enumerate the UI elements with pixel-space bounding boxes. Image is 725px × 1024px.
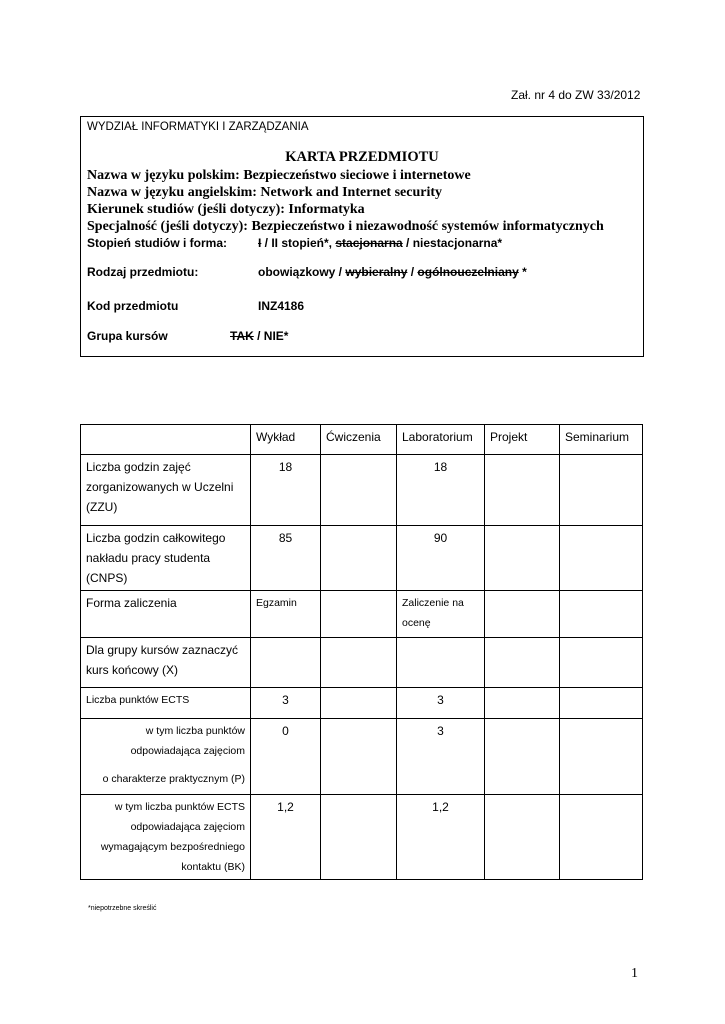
table-cell: 18 — [397, 455, 485, 526]
table-cell: Zaliczenie na ocenę — [397, 591, 485, 638]
table-cell: 3 — [397, 719, 485, 795]
table-cell: 0 — [251, 719, 321, 795]
table-cell — [485, 591, 560, 638]
course-code-value: INZ4186 — [258, 299, 305, 313]
degree-middle: / II stopień*, — [261, 236, 336, 250]
course-name-pl: Nazwa w języku polskim: Bezpieczeństwo sieciowe i internetowe — [87, 168, 471, 183]
table-cell — [485, 795, 560, 880]
degree-end: / niestacjonarna* — [402, 236, 503, 250]
table-cell — [485, 638, 560, 688]
table-cell — [560, 719, 643, 795]
field-of-study: Kierunek studiów (jeśli dotyczy): Informatyka — [87, 202, 365, 217]
type-struck-elective: wybieralny — [345, 265, 408, 279]
course-header-box — [80, 116, 644, 357]
header-cell-lecture: Wykład — [251, 425, 321, 455]
degree-struck-first: I — [258, 236, 262, 250]
course-name-en: Nazwa w języku angielskim: Network and Internet security — [87, 185, 443, 200]
page-number: 1 — [631, 966, 638, 981]
course-code-label: Kod przedmiotu — [87, 299, 179, 313]
annex-note: Zał. nr 4 do ZW 33/2012 — [511, 88, 641, 102]
type-struck-general: ogólnouczelniany — [417, 265, 519, 279]
header-cell-seminar: Seminarium — [560, 425, 643, 455]
table-row — [81, 638, 643, 688]
table-cell — [321, 455, 397, 526]
table-cell — [560, 795, 643, 880]
table-cell — [321, 638, 397, 688]
table-cell — [560, 638, 643, 688]
group-end: / NIE* — [253, 329, 289, 343]
type-separator: / — [407, 265, 418, 279]
row-label — [81, 719, 251, 795]
row-label: Forma zaliczenia — [81, 591, 251, 638]
document-title: KARTA PRZEDMIOTU — [285, 149, 439, 165]
table-cell — [560, 526, 643, 591]
faculty-name: WYDZIAŁ INFORMATYKI I ZARZĄDZANIA — [87, 121, 309, 133]
header-cell-laboratory: Laboratorium — [397, 425, 485, 455]
table-cell — [321, 591, 397, 638]
table-cell — [321, 688, 397, 719]
row-label: Liczba godzin zajęć zorganizowanych w Uczelni (ZZU) — [81, 455, 251, 526]
footnote: *niepotrzebne skreślić — [88, 905, 157, 912]
table-row — [81, 455, 643, 526]
course-type-label: Rodzaj przedmiotu: — [87, 265, 199, 279]
table-row — [81, 688, 643, 719]
header-cell-project: Projekt — [485, 425, 560, 455]
row-label: Liczba punktów ECTS — [81, 688, 251, 719]
course-hours-table — [80, 424, 643, 880]
table-cell: 85 — [251, 526, 321, 591]
course-group-value — [230, 329, 288, 343]
degree-struck-stationary: stacjonarna — [335, 236, 403, 250]
table-row — [81, 795, 643, 880]
group-struck-yes: TAK — [230, 329, 254, 343]
header-cell-exercises: Ćwiczenia — [321, 425, 397, 455]
table-cell: 1,2 — [251, 795, 321, 880]
table-cell — [560, 591, 643, 638]
table-cell — [560, 688, 643, 719]
table-cell: Egzamin — [251, 591, 321, 638]
table-cell — [321, 719, 397, 795]
table-cell: 1,2 — [397, 795, 485, 880]
degree-value — [258, 236, 502, 250]
table-row — [81, 526, 643, 591]
header-cell-empty — [81, 425, 251, 455]
specialty: Specjalność (jeśli dotyczy): Bezpieczeństwo i niezawodność systemów informatycznych — [87, 219, 604, 234]
row-label: Liczba godzin całkowitego nakładu pracy studenta (CNPS) — [81, 526, 251, 591]
table-cell — [485, 719, 560, 795]
table-cell: 90 — [397, 526, 485, 591]
table-cell: 3 — [397, 688, 485, 719]
table-cell — [485, 688, 560, 719]
course-group-label: Grupa kursów — [87, 329, 168, 343]
row-label-part: o charakterze praktycznym (P) — [102, 773, 245, 785]
table-cell — [560, 455, 643, 526]
table-cell — [251, 638, 321, 688]
type-end: * — [518, 265, 527, 279]
table-cell — [397, 638, 485, 688]
table-cell — [485, 526, 560, 591]
table-row — [81, 719, 643, 795]
row-label: w tym liczba punktów ECTS odpowiadająca zajęciom wymagającym bezpośredniego kontaktu (BK) — [81, 795, 251, 880]
table-cell — [485, 455, 560, 526]
table-header-row — [81, 425, 643, 455]
row-label-part: w tym liczba punktów odpowiadająca zajęciom — [130, 725, 245, 757]
table-cell: 3 — [251, 688, 321, 719]
table-row — [81, 591, 643, 638]
row-label: Dla grupy kursów zaznaczyć kurs końcowy (X) — [81, 638, 251, 688]
course-type-value — [258, 265, 527, 279]
table-cell — [321, 795, 397, 880]
degree-label: Stopień studiów i forma: — [87, 236, 227, 250]
type-mandatory: obowiązkowy / — [258, 265, 346, 279]
table-cell — [321, 526, 397, 591]
table-cell: 18 — [251, 455, 321, 526]
